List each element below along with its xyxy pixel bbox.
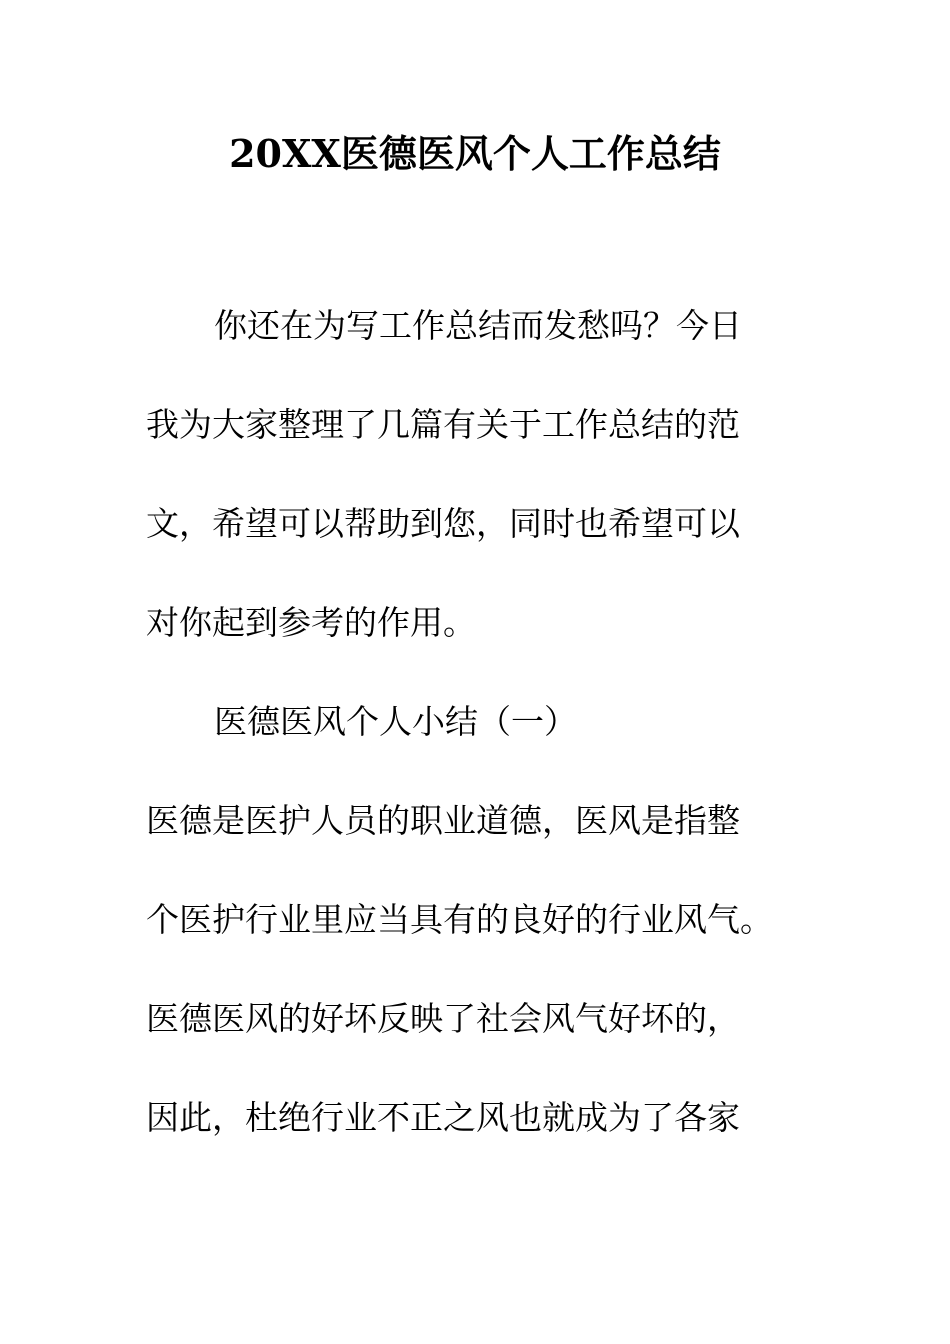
paragraph-line: 我为大家整理了几篇有关于工作总结的范 — [146, 405, 740, 444]
paragraph-line: 你还在为写工作总结而发愁吗？今日 — [214, 306, 742, 345]
paragraph-line: 医德医风的好坏反映了社会风气好坏的， — [146, 999, 740, 1038]
paragraph-line: 文，希望可以帮助到您，同时也希望可以 — [146, 504, 740, 543]
section-heading: 医德医风个人小结（一） — [214, 702, 577, 741]
document-title: 20XX医德医风个人工作总结 — [229, 131, 721, 176]
paragraph-line: 医德是医护人员的职业道德，医风是指整 — [146, 801, 740, 840]
paragraph-line: 因此，杜绝行业不正之风也就成为了各家 — [146, 1098, 740, 1137]
paragraph-line: 对你起到参考的作用。 — [146, 603, 476, 642]
paragraph-line: 个医护行业里应当具有的良好的行业风气。 — [146, 900, 773, 939]
